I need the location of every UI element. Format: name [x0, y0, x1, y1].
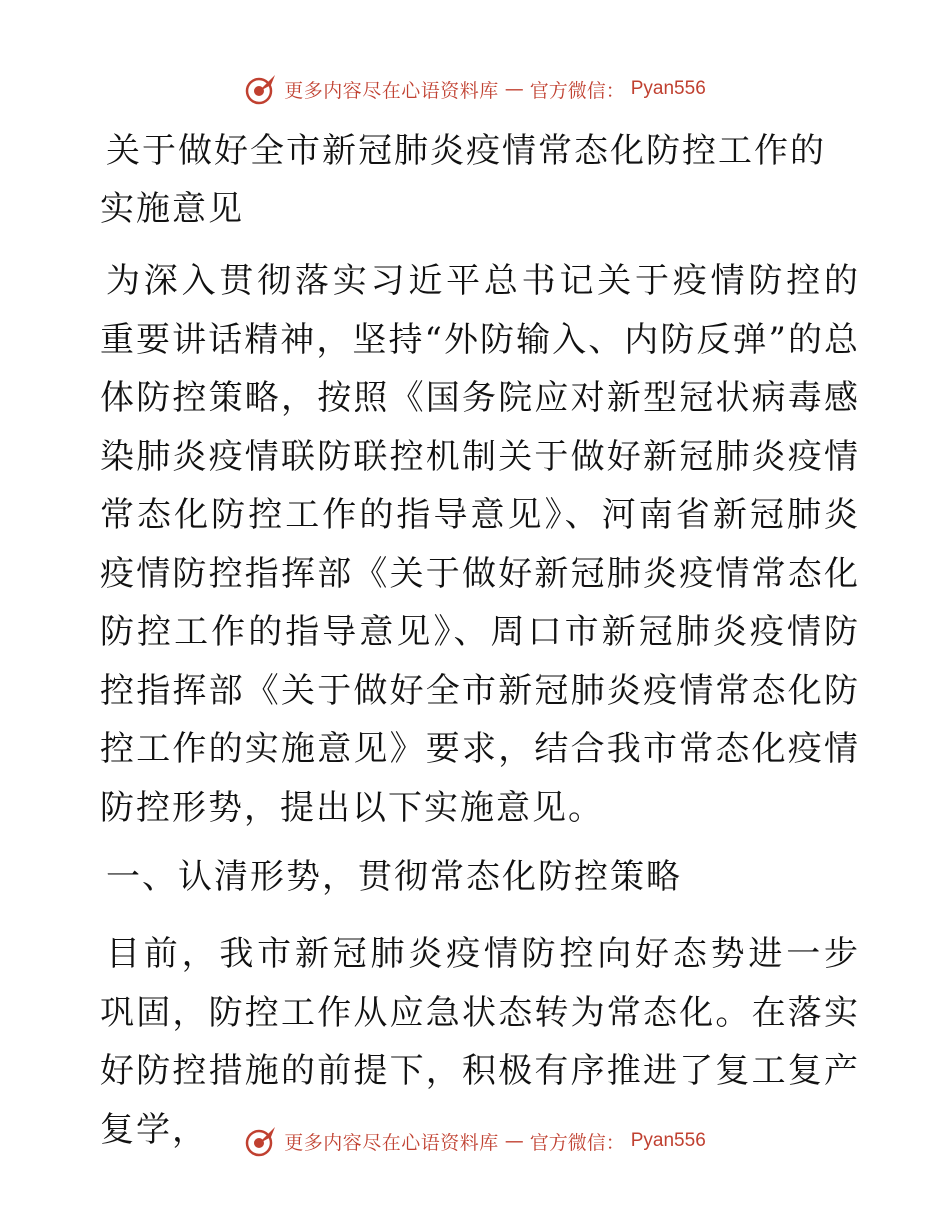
- watermark-wechat-id: Pyan556: [630, 78, 706, 99]
- watermark-label: 官方微信：: [529, 1131, 625, 1154]
- footer-watermark: [0, 1124, 950, 1158]
- quill-logo-icon: [244, 72, 278, 106]
- quill-logo-icon: [244, 1124, 278, 1158]
- watermark-wechat-id: Pyan556: [630, 1130, 706, 1151]
- section-heading: 一、认清形势，贯彻常态化防控策略: [106, 857, 682, 897]
- watermark-text: 更多内容尽在心语资料库: [284, 1131, 499, 1154]
- watermark-dash: —: [504, 1130, 524, 1152]
- intro-paragraph: 为深入贯彻落实习近平总书记关于疫情防控的重要讲话精神，坚持“外防输入、内防反弹”的总体防控策略，按照《国务院应对新型冠状病毒感染肺炎疫情联防联控机制关于做好新冠肺炎疫情常态化防控工作的指导意见》、河南省新冠肺炎疫情防控指挥部《关于做好新冠肺炎疫情常态化防控工作的指导意见》、周口市新冠肺炎疫情防控指挥部《关于做好全市新冠肺炎疫情常态化防控工作的实施意见》要求，结合我市常态化疫情防控形势，提出以下实施意见。: [100, 261, 860, 828]
- header-watermark: [0, 72, 950, 106]
- watermark-dash: —: [504, 78, 524, 100]
- document-title: 关于做好全市新冠肺炎疫情常态化防控工作的实施意见: [100, 131, 826, 229]
- body-paragraph: 目前，我市新冠肺炎疫情防控向好态势进一步巩固，防控工作从应急状态转为常态化。在落实好防控措施的前提下，积极有序推进了复工复产复学，: [100, 934, 860, 1150]
- watermark-text: 更多内容尽在心语资料库: [284, 79, 499, 102]
- watermark-label: 官方微信：: [529, 79, 625, 102]
